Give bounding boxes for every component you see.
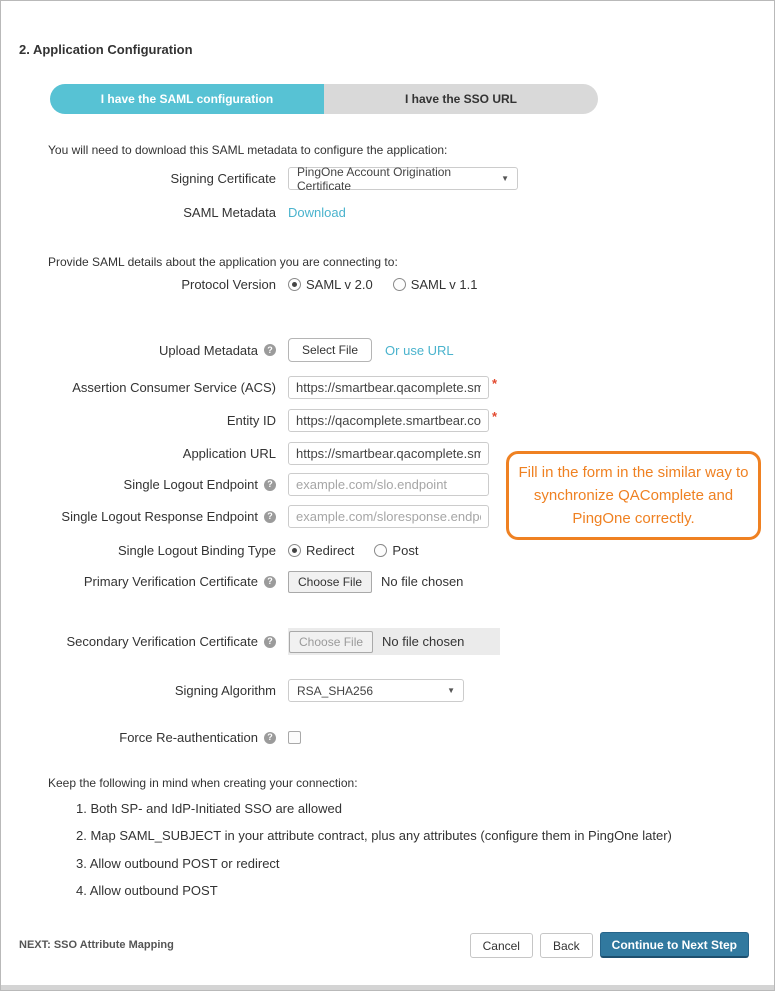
force-reauth-label: Force Re-authentication [119, 730, 258, 745]
note-item-4: 4. Allow outbound POST [76, 883, 218, 898]
signing-certificate-select[interactable] [288, 164, 518, 193]
saml-metadata-label: SAML Metadata [183, 204, 276, 220]
binding-post-label: Post [392, 543, 419, 558]
download-link[interactable]: Download [288, 204, 346, 220]
upload-metadata-row [1, 338, 775, 362]
entity-id-row [1, 409, 775, 432]
application-url-input[interactable] [288, 442, 489, 465]
signing-algorithm-select[interactable] [288, 679, 464, 702]
help-icon[interactable]: ? [264, 511, 276, 523]
help-icon[interactable]: ? [264, 344, 276, 356]
signing-algorithm-label: Signing Algorithm [174, 683, 276, 698]
acs-input[interactable] [288, 376, 489, 399]
protocol-saml2-label: SAML v 2.0 [306, 277, 373, 292]
note-item-1: 1. Both SP- and IdP-Initiated SSO are allowed [76, 801, 342, 816]
slo-binding-row [1, 543, 775, 558]
signing-algorithm-row [1, 679, 775, 702]
slo-endpoint-input[interactable] [288, 473, 489, 496]
signing-algorithm-value: RSA_SHA256 [297, 683, 374, 698]
acs-row [1, 376, 775, 399]
saml-metadata-row [1, 203, 775, 221]
bottom-divider [1, 985, 774, 990]
radio-selected-icon [288, 544, 301, 557]
upload-metadata-label: Upload Metadata [158, 342, 258, 358]
secondary-file-status: No file chosen [382, 634, 465, 649]
slo-response-input[interactable] [288, 505, 489, 528]
chevron-down-icon: ▼ [447, 686, 455, 695]
help-icon[interactable]: ? [264, 732, 276, 744]
protocol-saml2-radio[interactable] [288, 277, 373, 292]
signing-certificate-value: PingOne Account Origination Certificate [297, 164, 452, 193]
radio-unselected-icon [393, 278, 406, 291]
metadata-intro-text: You will need to download this SAML metadata to configure the application: [48, 143, 448, 157]
help-icon[interactable]: ? [264, 576, 276, 588]
protocol-saml1-radio[interactable] [393, 277, 478, 292]
binding-redirect-label: Redirect [306, 543, 355, 558]
application-url-label: Application URL [182, 446, 276, 461]
required-asterisk: * [492, 409, 498, 424]
help-icon[interactable]: ? [264, 636, 276, 648]
protocol-version-label: Protocol Version [181, 277, 276, 292]
tab-sso-url[interactable]: I have the SSO URL [324, 84, 598, 114]
help-icon[interactable]: ? [264, 479, 276, 491]
force-reauth-row [1, 730, 775, 745]
next-step-label: NEXT: SSO Attribute Mapping [19, 939, 174, 951]
signing-certificate-row [1, 164, 775, 193]
continue-button[interactable]: Continue to Next Step [600, 932, 749, 958]
slo-response-label: Single Logout Response Endpoint [61, 509, 258, 524]
cancel-button[interactable]: Cancel [470, 933, 533, 958]
tab-saml-configuration[interactable]: I have the SAML configuration [50, 84, 324, 114]
note-item-2: 2. Map SAML_SUBJECT in your attribute contract, plus any attributes (configure them in PingOne later) [76, 828, 672, 843]
slo-endpoint-label: Single Logout Endpoint [123, 477, 258, 492]
slo-binding-label: Single Logout Binding Type [117, 543, 276, 558]
protocol-version-row [1, 277, 775, 292]
primary-choose-file-button[interactable]: Choose File [288, 571, 372, 593]
select-file-button[interactable]: Select File [288, 338, 372, 362]
note-item-3: 3. Allow outbound POST or redirect [76, 856, 280, 871]
footer-actions [470, 932, 749, 958]
force-reauth-checkbox[interactable] [288, 731, 301, 744]
primary-cert-row [1, 570, 775, 593]
secondary-choose-file-button[interactable]: Choose File [289, 631, 373, 653]
secondary-cert-row [1, 628, 775, 655]
primary-file-status: No file chosen [381, 574, 464, 589]
radio-selected-icon [288, 278, 301, 291]
back-button[interactable]: Back [540, 933, 593, 958]
secondary-cert-label: Secondary Verification Certificate [66, 634, 258, 649]
entity-id-input[interactable] [288, 409, 489, 432]
primary-cert-label: Primary Verification Certificate [83, 574, 258, 589]
chevron-down-icon: ▼ [501, 174, 509, 183]
notes-intro-text: Keep the following in mind when creating your connection: [48, 776, 358, 790]
signing-certificate-label: Signing Certificate [170, 171, 276, 186]
details-intro-text: Provide SAML details about the application you are connecting to: [48, 255, 398, 269]
required-asterisk: * [492, 376, 498, 391]
binding-post-radio[interactable] [374, 543, 418, 558]
radio-unselected-icon [374, 544, 387, 557]
annotation-callout: Fill in the form in the similar way to synchronize QAComplete and PingOne correctly. [506, 451, 761, 540]
page-title: 2. Application Configuration [19, 42, 193, 57]
secondary-file-input [288, 628, 500, 655]
entity-id-label: Entity ID [226, 413, 276, 428]
configuration-tabs [50, 84, 598, 114]
binding-redirect-radio[interactable] [288, 543, 354, 558]
or-use-url-link[interactable]: Or use URL [385, 342, 454, 358]
protocol-saml1-label: SAML v 1.1 [410, 277, 478, 292]
acs-label: Assertion Consumer Service (ACS) [72, 380, 276, 395]
